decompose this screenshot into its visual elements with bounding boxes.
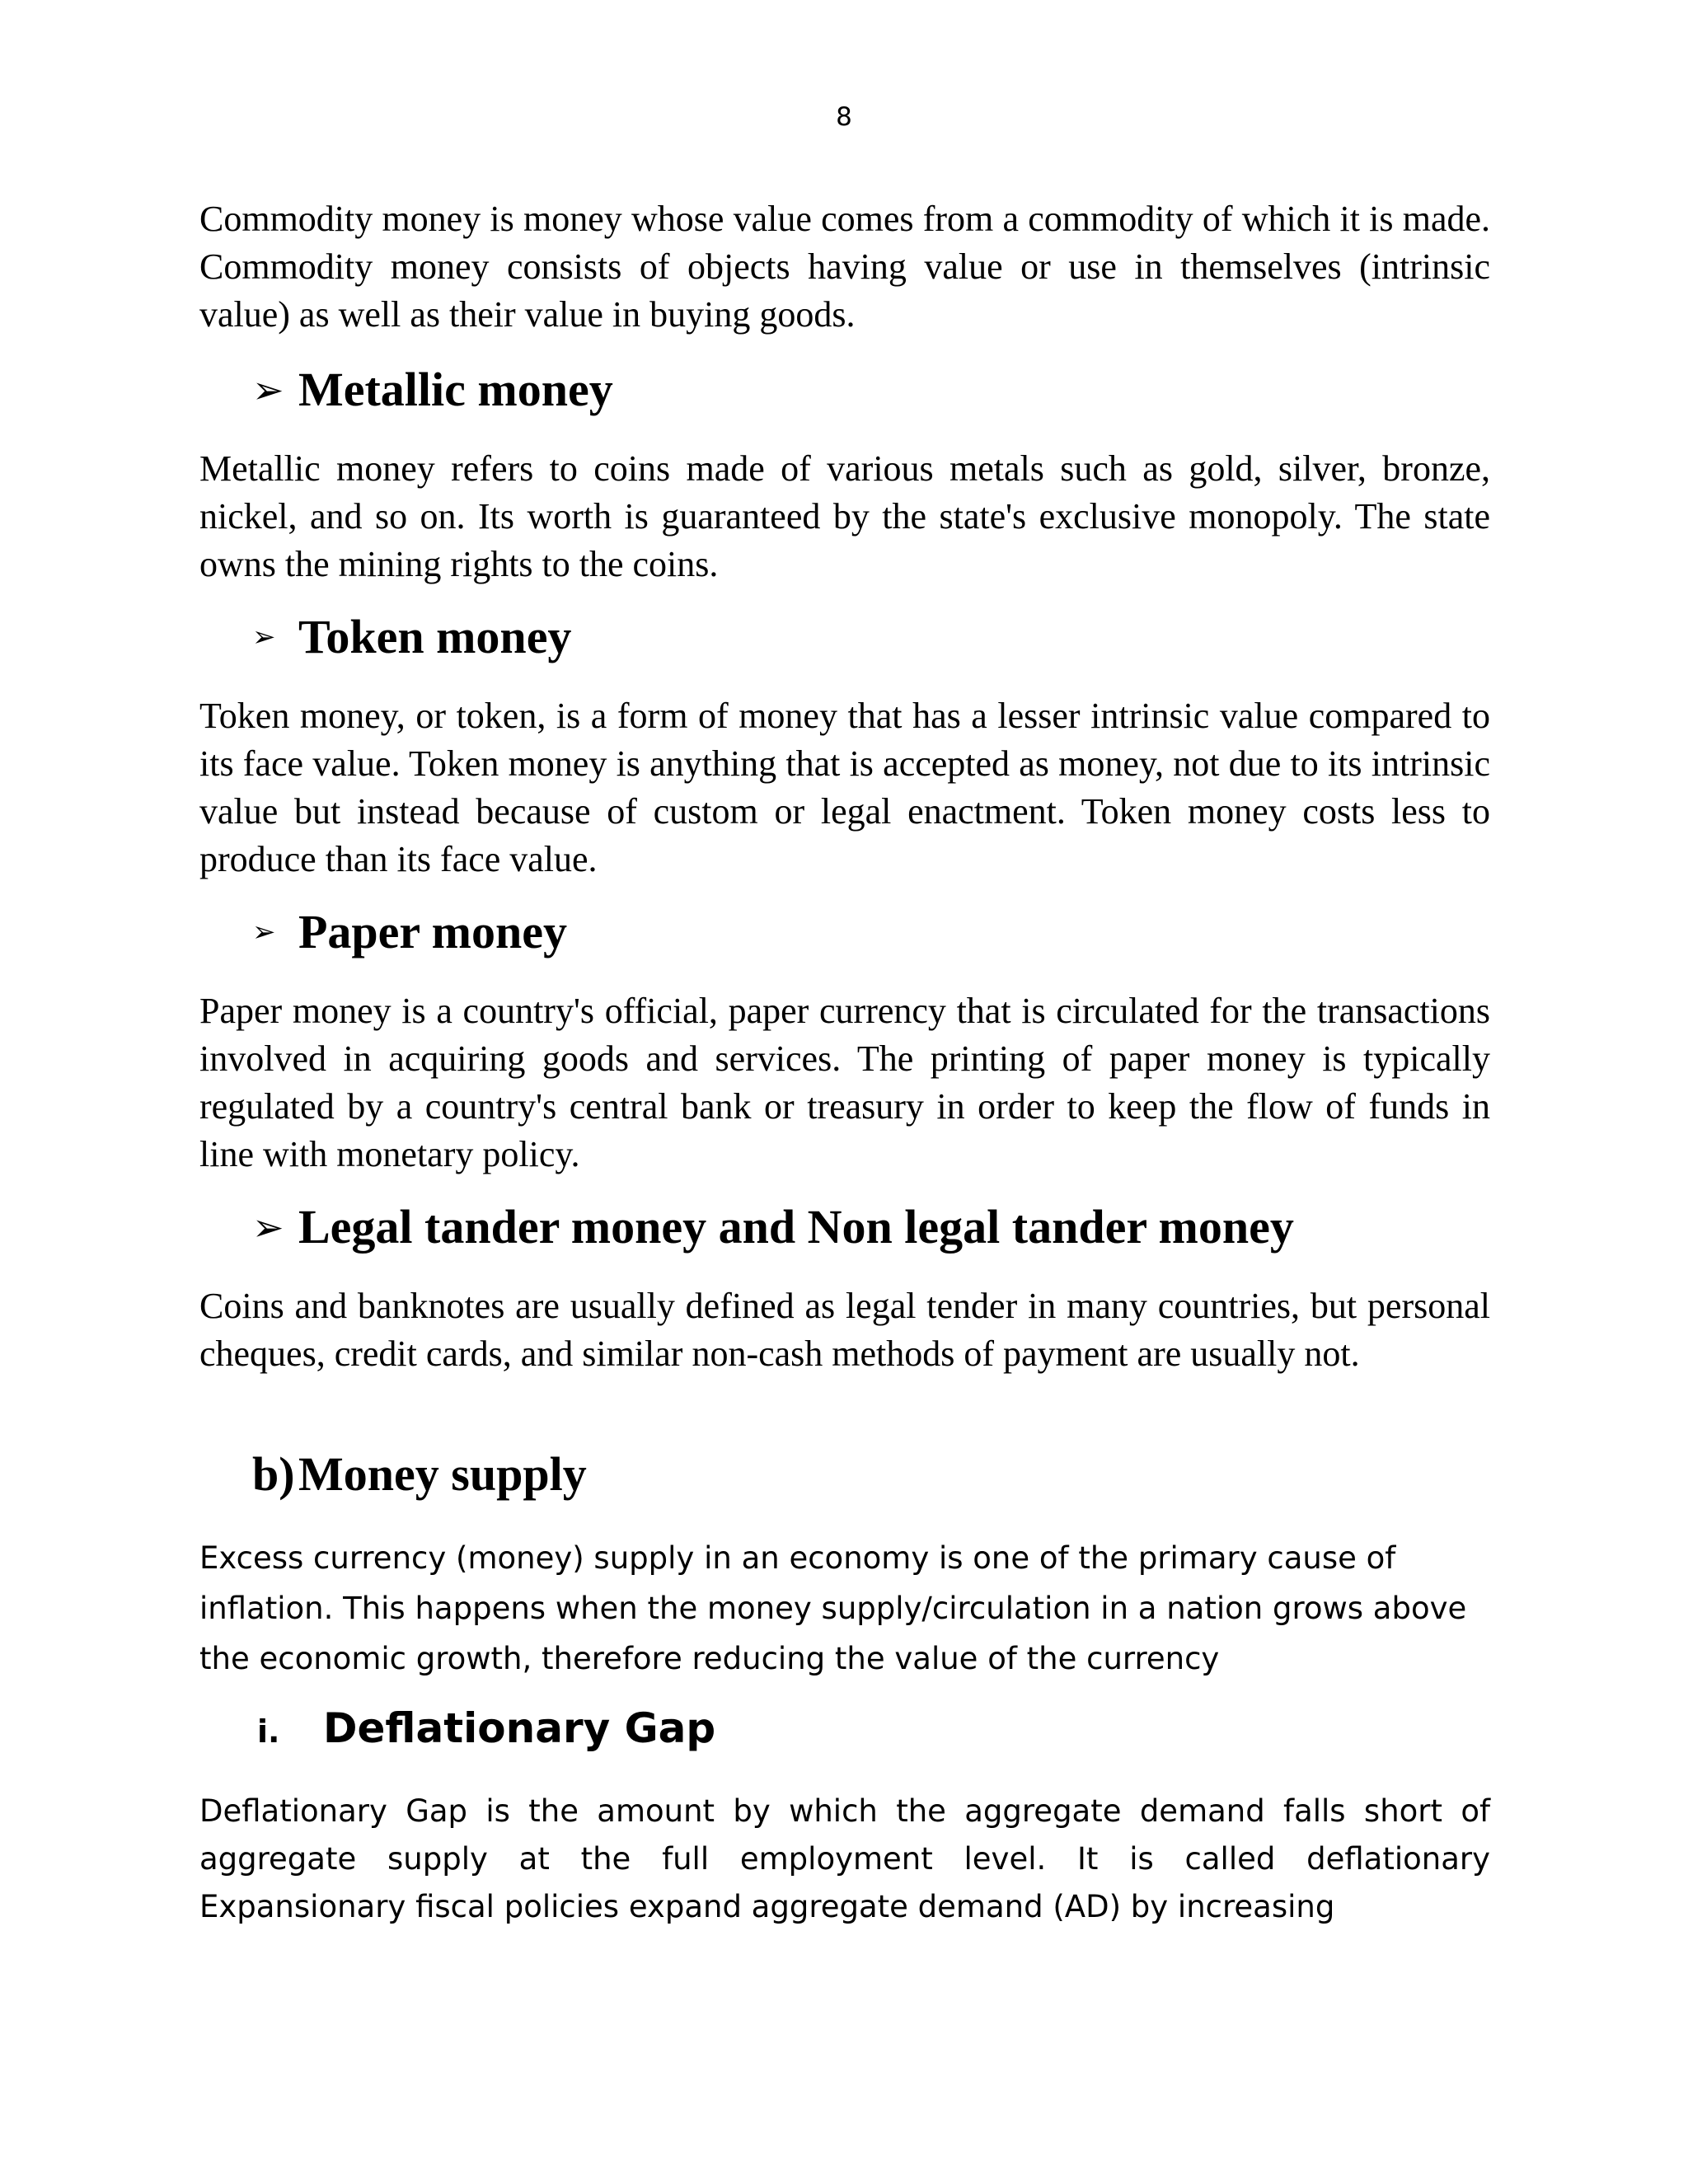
deflationary-gap-paragraph: Deflationary Gap is the amount by which the aggregate demand falls short of aggregate supply at the full employment level. It is called deflationary Expansionary fiscal policies expand aggregate demand (AD) by increasing [199, 1793, 1490, 1924]
paper-money-heading [252, 903, 567, 961]
arrow-bullet-icon: ➢ [252, 368, 284, 412]
legal-tender-paragraph: Coins and banknotes are usually defined as legal tender in many countries, but personal cheques, credit cards, and similar non-cash methods of payment are usually not. [199, 1286, 1490, 1374]
deflationary-gap-heading [257, 1704, 715, 1752]
paper-money-paragraph: Paper money is a country's official, paper currency that is circulated for the transactions involved in acquiring goods and services. The printing of paper money is typically regulated by a country's central bank or treasury in order to keep the flow of funds in line with monetary policy. [199, 991, 1490, 1174]
money-supply-heading [252, 1446, 587, 1503]
section-enumerator: b) [252, 1447, 295, 1501]
subsection-enumerator: i. [257, 1713, 280, 1750]
heading-label: Paper money [298, 905, 567, 958]
arrow-bullet-icon: ➢ [252, 621, 276, 654]
heading-label: Token money [298, 610, 572, 663]
metallic-money-paragraph: Metallic money refers to coins made of various metals such as gold, silver, bronze, nickel, and so on. Its worth is guaranteed by the state's exclusive monopoly. The state owns the mining rights to the coins. [199, 448, 1490, 584]
heading-label: Money supply [298, 1447, 587, 1501]
heading-label: Metallic money [298, 363, 613, 416]
heading-label: Deflationary Gap [323, 1704, 716, 1752]
token-money-heading [252, 608, 571, 666]
commodity-money-paragraph: Commodity money is money whose value comes from a commodity of which it is made. Commodity money consists of objects having value or use in themselves (intrinsic value) as well as their value in buying goods. [199, 199, 1490, 335]
money-supply-paragraph: Excess currency (money) supply in an economy is one of the primary cause of inflation. This happens when the money supply/circulation in a nation grows above the economic growth, therefore reducing the value of the currency [199, 1540, 1467, 1676]
legal-tender-heading [252, 1198, 1294, 1256]
token-money-paragraph: Token money, or token, is a form of money that has a lesser intrinsic value compared to its face value. Token money is anything that is accepted as money, not due to its intrinsic value but instead because of custom or legal enactment. Token money costs less to produce than its face value. [199, 696, 1490, 879]
heading-label: Legal tander money and Non legal tander money [298, 1200, 1294, 1254]
page-number: 8 [836, 102, 852, 132]
arrow-bullet-icon: ➢ [252, 1205, 284, 1249]
metallic-money-heading [252, 361, 613, 419]
arrow-bullet-icon: ➢ [252, 916, 276, 949]
